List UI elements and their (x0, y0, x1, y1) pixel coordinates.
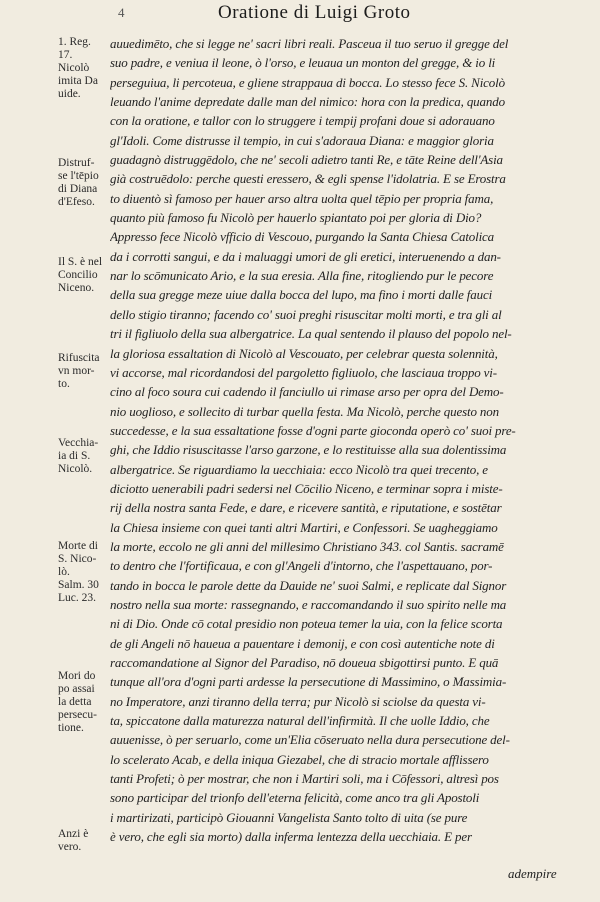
margin-note: Anzi è vero. (58, 828, 89, 853)
text-line: raccomandatione al Signor del Paradiso, nō doueua sbigottirsi punto. E quā (110, 655, 499, 670)
text-line: da i corrotti sangui, e da i maluaggi umori de gli eretici, interuenendo a dan- (110, 248, 501, 264)
margin-note: Mori do po assai la detta persecu- tione. (58, 670, 97, 734)
text-line: auuenisse, ò per seruarlo, come un'Elia cōseruato nella dura persecutione del- (110, 732, 510, 748)
text-line: lo scelerato Acab, e della iniqua Giezabel, che di stracio mortale afflissero (110, 751, 489, 767)
text-line: nostro nella sua morte: rassegnando, e raccomandando il suo spirito nelle ma (110, 596, 507, 612)
text-line: leuando l'anime depredate dalle man del nimico: hora con la predica, quando (110, 94, 505, 110)
text-line: auuedimēto, che si legge ne' sacri libri reali. Pasceua il tuo seruo il gregge del (110, 36, 509, 51)
text-line: sono participar del trionfo dell'eterna felicità, come anco tra gli Apostoli (110, 790, 480, 806)
text-line: succedesse, e la sua essaltatione fosse d'ogni parte gioconda operò co' suoi pre- (110, 422, 516, 438)
text-line: no Imperatore, anzi tiranno della terra; pur Nicolò si sciolse da questa vi- (110, 693, 486, 709)
text-line: guadagnò distruggēdolo, che ne' secoli adietro tanti Re, e tāte Reine dell'Asia (110, 152, 503, 168)
text-line: perseguiua, li percoteua, e gliene strappaua di bocca. Lo stesso fece S. Nicolò (110, 74, 505, 90)
text-line: la Chiesa insieme con quei tanti altri Martiri, e Confessori. Se uagheggiamo (110, 519, 498, 535)
text-line: quanto più famoso fu Nicolò per hauerlo spiantato poi per gloria di Dio? (110, 210, 482, 226)
margin-note: Vecchia- ia di S. Nicolò. (58, 437, 99, 475)
text-line: to diuentò sì famoso per hauer arso altra uolta quel tēpio per propria fama, (110, 190, 494, 206)
text-line: Appresso fece Nicolò vfficio di Vescouo, purgando la Santa Chiesa Catolica (110, 229, 495, 245)
body-text (110, 34, 588, 846)
text-line: suo padre, e veniua il leone, ò l'orso, e leuaua un monton del gregge, & io li (110, 55, 496, 71)
running-head: Oratione di Luigi Groto (218, 2, 411, 23)
text-line: è vero, che egli sia morto) dalla inferma lentezza della uecchiaia. E per (110, 829, 472, 845)
text-line: dello stigio tiranno; facendo co' suoi preghi risuscitar molti morti, e tra gli al (110, 306, 502, 322)
text-line: la gloriosa essaltation di Nicolò al Vescouato, per celebrar questa solennità, (110, 345, 498, 361)
text-line: i martirizati, participò Giouanni Vangelista Santo tolto di uita (se pure (110, 809, 468, 825)
text-line: cino al foco soura cui cadendo il fanciullo ui rimase arso per opra del Demo- (110, 384, 504, 400)
text-line: ta, spiccatone dalla maturezza natural dell'infirmità. Il che uolle Iddio, che (110, 713, 490, 729)
text-line: to dentro che l'fortificaua, e con gl'Angeli d'intorno, che l'aspettauano, por- (110, 558, 493, 574)
text-line: vi accorse, mal ricordandosi del pargoletto figliuolo, che lasciaua troppo vi- (110, 364, 497, 380)
text-line: tando in bocca le parole dette da Dauide ne' suoi Salmi, e replicate dal Signor (110, 577, 507, 593)
text-line: rij della nostra santa Fede, e dare, e ricevere santità, e riputatione, e sostētar (110, 500, 502, 516)
text-line: la morte, eccolo ne gli anni del millesimo Christiano 343. col Santis. sacramē (110, 538, 504, 554)
margin-note: 1. Reg. 17. Nicolò imita Da uide. (58, 36, 98, 100)
text-line: della sua gregge meze uiue dalla bocca del lupo, ma fino i morti dalle fauci (110, 287, 493, 303)
margin-notes (0, 0, 110, 902)
page-number: 4 (118, 5, 125, 20)
margin-note: Rifuscita vn mor- to. (58, 352, 100, 390)
margin-note: Il S. è nel Concilio Niceno. (58, 256, 103, 294)
text-line: gl'Idoli. Come distrusse il tempio, in cui s'adoraua Diana: e maggior gloria (110, 132, 494, 148)
text-line: nar lo scōmunicato Ario, e la sua eresia. Alla fine, ritogliendo pur le pecore (110, 268, 494, 284)
text-line: tanti Profeti; ò per mostrar, che non i Martiri soli, ma i Cōfessori, altresì pos (110, 771, 499, 787)
text-line: con la oratione, e tallor con lo struggere i tempij profani doue si adorauano (110, 113, 495, 129)
text-line: de gli Angeli nō haueua a pauentare i demonij, e con così autentiche note di (110, 635, 495, 651)
text-line: già costruēdolo: perche questi eressero, & egli spense l'idolatria. E se Erostra (110, 171, 506, 187)
text-line: ghi, che Iddio risuscitasse l'arso garzone, e lo restituisse alla sua dolentissima (110, 442, 507, 458)
text-line: nio uoglioso, e sollecito di turbar quella festa. Ma Nicolò, perche questo non (110, 403, 499, 419)
text-line: tunque all'ora d'ogni parti ardesse la persecutione di Massimino, o Massimia- (110, 674, 507, 690)
text-line: ni di Dio. Onde cō cotal presidio non poteua temer la uia, con la felice scorta (110, 616, 503, 632)
catchword: adempire (508, 866, 557, 881)
text-line: diciotto uenerabili padri sedersi nel Cōcilio Niceno, e terminar sopra i miste- (110, 480, 503, 496)
margin-note: Morte di S. Nico- lò. Salm. 30 Luc. 23. (58, 540, 99, 604)
text-line: albergatrice. Se riguardiamo la uecchiaia: ecco Nicolò tra quei trecento, e (110, 461, 488, 477)
text-line: tri il figliuolo della sua albergatrice. La qual sentendo il plauso del popolo nel- (110, 326, 512, 342)
margin-note: Distruf- se l'tēpio di Diana d'Efeso. (58, 157, 99, 208)
